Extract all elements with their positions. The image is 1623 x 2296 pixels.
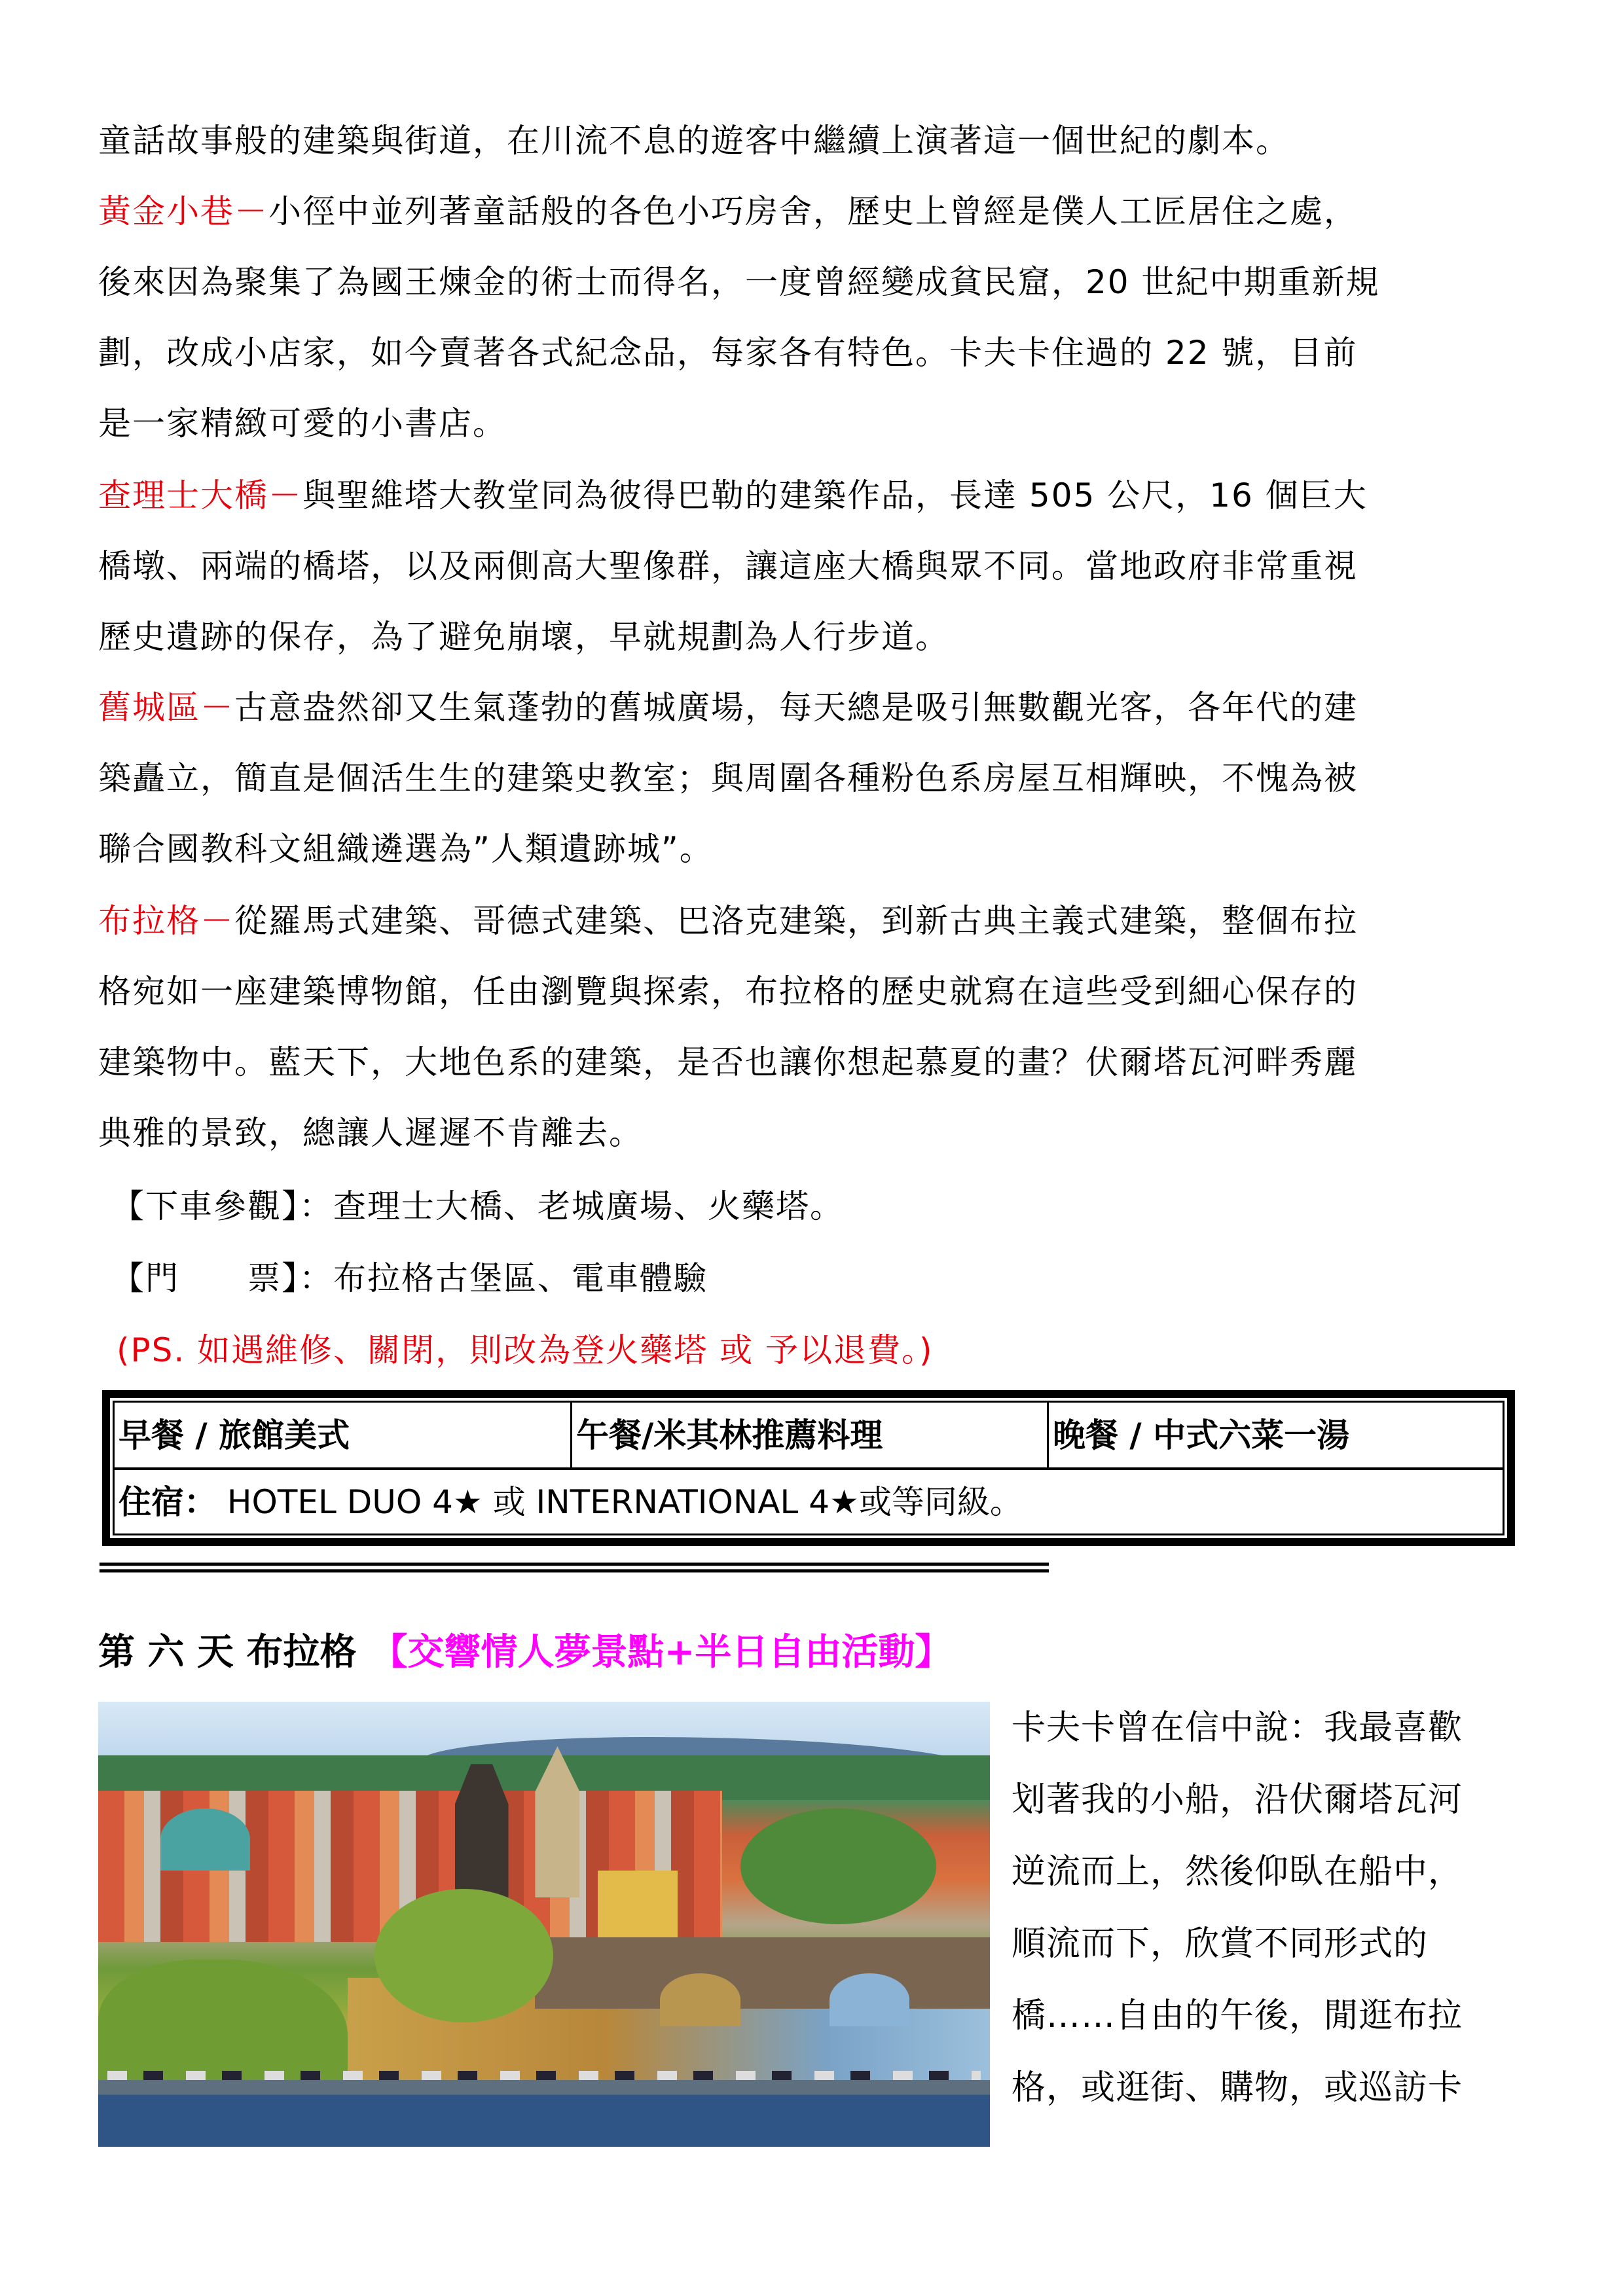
old-town-text: 古意盎然卻又生氣蓬勃的舊城廣場，每天總是吸引無數觀光客，各年代的建 [234, 689, 1358, 726]
charles-bridge-line-1 [98, 476, 1368, 515]
ticket-label: 【門 票】 [111, 1259, 299, 1297]
charles-bridge-line-3: 歷史遺跡的保存，為了避免崩壞，早就規劃為人行步道。 [98, 618, 949, 656]
lunch-cell: 午餐/米其林推薦料理 [570, 1403, 1047, 1467]
old-town-line-3: 聯合國教科文組織遴選為”人類遺跡城”。 [98, 830, 714, 868]
old-town-title: 舊城區－ [98, 689, 234, 726]
old-town-line-1 [98, 688, 1358, 727]
side-text-line: 順流而下，欣賞不同形式的 [1012, 1924, 1429, 1964]
lodging-label: 住宿： [119, 1483, 217, 1521]
side-text-line: 橋……自由的午後，閒逛布拉 [1012, 1996, 1463, 2036]
photo-charles-bridge [535, 1937, 990, 2009]
side-text-line: 格，或逛街、購物，或巡訪卡 [1012, 2068, 1463, 2108]
golden-lane-line-1 [98, 192, 1358, 231]
ticket-line [111, 1259, 708, 1298]
charles-bridge-text: 與聖維塔大教堂同為彼得巴勒的建築作品，長達 505 公尺，16 個巨大 [302, 476, 1368, 514]
old-town-line-2: 築矗立，簡直是個活生生的建築史教室；與周圍各種粉色系房屋互相輝映，不愧為被 [98, 759, 1358, 797]
photo-large-tree [374, 1889, 553, 2022]
stop-visit-value: ：查理士大橋、老城廣場、火藥塔。 [299, 1187, 844, 1225]
golden-lane-line-3: 劃，改成小店家，如今賣著各式紀念品，每家各有特色。卡夫卡住過的 22 號，目前 [98, 334, 1358, 372]
day-title [98, 1630, 951, 1676]
photo-green-dome [160, 1808, 249, 1871]
lodging-value: HOTEL DUO 4★ 或 INTERNATIONAL 4★或等同級。 [217, 1483, 1023, 1521]
photo-road-bridge [98, 2080, 990, 2147]
prague-line-4: 典雅的景致，總讓人遲遲不肯離去。 [98, 1114, 643, 1152]
prague-line-1 [98, 901, 1358, 941]
breakfast-cell: 早餐 / 旅館美式 [119, 1416, 350, 1454]
golden-lane-text: 小徑中並列著童話般的各色小巧房舍，歷史上曾經是僕人工匠居住之處， [268, 192, 1358, 230]
golden-lane-title: 黃金小巷－ [98, 192, 268, 230]
side-text-line: 卡夫卡曾在信中說：我最喜歡 [1012, 1708, 1463, 1748]
intro-tail-line: 童話故事般的建築與街道，在川流不息的遊客中繼續上演著這一個世紀的劇本。 [98, 122, 1290, 160]
day-title-main: 第 六 天 布拉格 [98, 1631, 357, 1674]
charles-bridge-title: 查理士大橋－ [98, 476, 302, 514]
side-text-line: 划著我的小船，沿伏爾塔瓦河 [1012, 1780, 1463, 1820]
golden-lane-line-4: 是一家精緻可愛的小書店。 [98, 404, 507, 442]
photo-bridge-arch [660, 1973, 740, 2027]
meal-lodging-table [102, 1390, 1515, 1546]
ticket-value: ：布拉格古堡區、電車體驗 [299, 1259, 708, 1297]
prague-text: 從羅馬式建築、哥德式建築、巴洛克建築，到新古典主義式建築，整個布拉 [234, 902, 1358, 940]
side-text-line: 逆流而上，然後仰臥在船中， [1012, 1852, 1463, 1892]
charles-bridge-line-2: 橋墩、兩端的橋塔，以及兩側高大聖像群，讓這座大橋與眾不同。當地政府非常重視 [98, 547, 1358, 585]
day-title-highlight: 【交響情人夢景點+半日自由活動】 [371, 1631, 952, 1674]
prague-cityscape-photo [98, 1702, 990, 2147]
photo-island-trees [740, 1808, 937, 1924]
ps-note: (PS. 如遇維修、關閉，則改為登火藥塔 或 予以退費。) [117, 1331, 934, 1369]
prague-line-3: 建築物中。藍天下，大地色系的建築，是否也讓你想起慕夏的畫？伏爾塔瓦河畔秀麗 [98, 1043, 1358, 1081]
prague-line-2: 格宛如一座建築博物館，任由瀏覽與探索，布拉格的歷史就寫在這些受到細心保存的 [98, 973, 1358, 1011]
photo-bridge-arch [830, 1973, 910, 2027]
section-separator: ===================================================================== [98, 1551, 1047, 1584]
meal-row [115, 1403, 1503, 1470]
stop-visit-label: 【下車參觀】 [111, 1187, 299, 1225]
lodging-row [115, 1470, 1503, 1534]
meal-table-inner [113, 1401, 1504, 1535]
prague-title: 布拉格－ [98, 902, 234, 940]
stop-visit-line [111, 1187, 844, 1226]
dinner-cell: 晚餐 / 中式六菜一湯 [1047, 1403, 1503, 1467]
golden-lane-line-2: 後來因為聚集了為國王煉金的術士而得名，一度曾經變成貧民窟，20 世紀中期重新規 [98, 263, 1380, 301]
